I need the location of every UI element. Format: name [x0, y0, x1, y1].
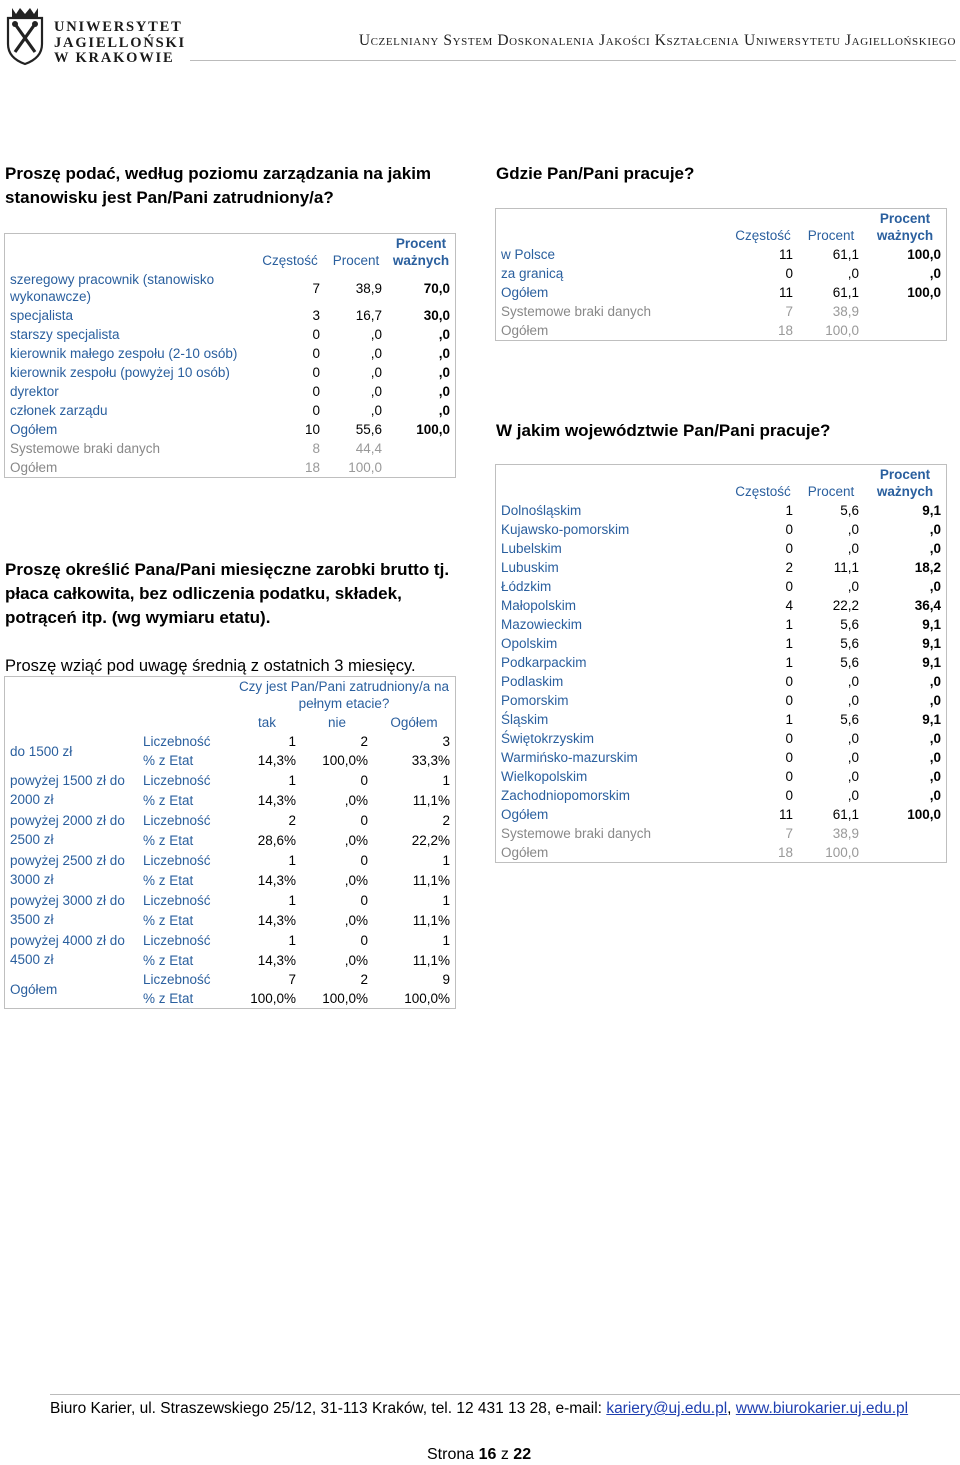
table-row: Systemowe braki danych 7 38,9 [501, 826, 859, 841]
cell: 2 [785, 560, 793, 575]
cell: 0 [360, 812, 368, 828]
row-label: Ogółem [501, 807, 549, 822]
cell: 1 [442, 932, 450, 948]
cell: 1 [785, 636, 793, 651]
row-label: Wielkopolskim [501, 769, 588, 784]
row-label: powyżej 2500 zł do 3000 zł [10, 853, 125, 887]
table-row: Ogółem 18 100,0 [501, 323, 859, 338]
row-label: do 1500 zł [10, 743, 73, 759]
q2-subheading: Proszę wziąć pod uwagę średnią z ostatnich 3 miesięcy. [5, 657, 416, 675]
stat-label: Liczebność [143, 812, 211, 828]
cell: 11,1 [833, 560, 859, 575]
cell: 5,6 [840, 503, 859, 518]
cell: 1 [785, 617, 793, 632]
q4-heading: W jakim województwie Pan/Pani pracuje? [496, 421, 831, 440]
cell: ,0 [847, 541, 859, 556]
row-label: Zachodniopomorskim [501, 788, 631, 803]
table-row [496, 748, 946, 767]
table-row: Systemowe braki danych 8 44,4 [10, 441, 382, 456]
cell: ,0 [929, 522, 941, 537]
header-divider [190, 60, 956, 61]
q3-heading: Gdzie Pan/Pani pracuje? [496, 164, 695, 183]
table-row [496, 577, 946, 596]
cell: 100,0% [250, 991, 296, 1006]
cell: 9,1 [922, 655, 941, 670]
cell: 1 [442, 852, 450, 868]
stat-label: Liczebność [143, 734, 211, 749]
row-label: Świętokrzyskim [501, 731, 595, 746]
cell: 5,6 [840, 712, 859, 727]
q3-table [496, 209, 946, 340]
col-header: Ogółem [390, 715, 438, 730]
table-row: dyrektor 0 ,0 ,0 [10, 384, 450, 399]
cell: 1 [442, 892, 450, 908]
row-label: Kujawsko-pomorskim [501, 522, 630, 537]
cell: 0 [785, 750, 793, 765]
col-header: Częstość [735, 484, 791, 499]
cell: ,0 [929, 674, 941, 689]
cell: 18,2 [914, 560, 941, 575]
table-row: kierownik małego zespołu (2-10 osób) 0 ,0 ,0 [10, 346, 450, 361]
stat-label: % z Etat [143, 991, 194, 1006]
row-label: Śląskim [501, 712, 549, 727]
table-row: za granicą 0 ,0 ,0 [501, 266, 941, 281]
table-row [5, 770, 455, 790]
cell: 100,0% [322, 753, 368, 768]
cell: 5,6 [840, 636, 859, 651]
cell: 5,6 [840, 617, 859, 632]
cell: ,0 [929, 579, 941, 594]
cell: 0 [785, 674, 793, 689]
cell: 11 [778, 807, 793, 822]
col-header: Procent ważnych [392, 236, 450, 268]
cell: 2 [442, 812, 450, 828]
row-label: powyżej 2000 zł do 2500 zł [10, 813, 125, 847]
row-label: Pomorskim [501, 693, 569, 708]
table-row: członek zarządu 0 ,0 ,0 [10, 403, 450, 418]
cell: 0 [360, 932, 368, 948]
university-logo [4, 4, 186, 66]
q2-crosstable [5, 677, 455, 1008]
cell: 14,3% [257, 912, 296, 928]
table-row [5, 930, 455, 950]
row-label: Ogółem [10, 981, 58, 997]
table-row [496, 558, 946, 577]
cell: 11,1% [412, 872, 450, 888]
table-row [496, 672, 946, 691]
cell: 0 [360, 892, 368, 908]
stat-label: % z Etat [143, 952, 194, 968]
crest-icon [4, 4, 46, 66]
table-row [496, 501, 946, 520]
table-row [496, 691, 946, 710]
table-row [5, 810, 455, 830]
table-row: szeregowy pracownik (stanowisko wykonawcze) 7 38,9 70,0 [10, 272, 450, 304]
cell: 22,2 [832, 598, 859, 613]
table-row [496, 805, 946, 824]
cell: ,0 [847, 579, 859, 594]
cell: 61,1 [832, 807, 859, 822]
table-row [496, 520, 946, 539]
row-label: powyżej 3000 zł do 3500 zł [10, 893, 125, 927]
q2-heading: Proszę określić Pana/Pani miesięczne zarobki brutto tj. płaca całkowita, bez odliczenia podatku, składek, potrąceń itp. (wg wymiaru etatu). [5, 560, 450, 627]
col-header: Procent [807, 484, 855, 499]
stat-label: % z Etat [143, 753, 194, 768]
cell: 36,4 [914, 598, 941, 613]
cell: 9,1 [922, 712, 941, 727]
cell: ,0% [344, 912, 368, 928]
table-row [496, 710, 946, 729]
cell: 14,3% [257, 753, 296, 768]
col-header: tak [257, 715, 276, 730]
row-label: powyżej 1500 zł do 2000 zł [10, 773, 125, 807]
footer-divider [50, 1394, 960, 1395]
stat-label: % z Etat [143, 792, 194, 808]
cell: 28,6% [257, 832, 296, 848]
cell: ,0 [847, 750, 859, 765]
cell: ,0 [847, 788, 859, 803]
cell: ,0 [929, 750, 941, 765]
page-number: Strona 16 z 22 [427, 1446, 532, 1463]
logo-line: UNIWERSYTET [54, 19, 183, 35]
q4-table [496, 465, 946, 862]
table-row: Ogółem 18 100,0 [501, 845, 859, 860]
col-header: Częstość [262, 253, 318, 268]
cell: 100,0% [322, 991, 368, 1006]
table-row [496, 615, 946, 634]
email-link[interactable]: kariery@uj.edu.pl [606, 1400, 728, 1417]
cell: ,0 [929, 788, 941, 803]
row-label: Opolskim [501, 636, 558, 651]
table-row [496, 767, 946, 786]
col-header: Procent [807, 228, 855, 243]
cell: 1 [288, 932, 296, 948]
cell: ,0 [929, 769, 941, 784]
cell: 9 [442, 972, 450, 987]
cell: 11,1% [412, 792, 450, 808]
table-row [5, 890, 455, 910]
col-header: Procent [332, 253, 380, 268]
group-header: Czy jest Pan/Pani zatrudniony/a na pełnym etacie? [238, 679, 450, 711]
cell: 100,0 [907, 807, 941, 822]
cell: 4 [785, 598, 793, 613]
cell: 9,1 [922, 636, 941, 651]
q1-heading: Proszę podać, według poziomu zarządzania na jakim stanowisku jest Pan/Pani zatrudniony/a? [5, 164, 432, 207]
cell: 0 [360, 852, 368, 868]
cell: 1 [785, 655, 793, 670]
cell: ,0% [344, 952, 368, 968]
table-row: w Polsce 11 61,1 100,0 [501, 247, 941, 262]
cell: 1 [785, 503, 793, 518]
table-row [5, 970, 455, 989]
cell: 5,6 [840, 655, 859, 670]
cell: 0 [785, 788, 793, 803]
cell: 1 [785, 712, 793, 727]
cell: ,0 [929, 693, 941, 708]
cell: 9,1 [922, 503, 941, 518]
cell: 1 [288, 734, 296, 749]
cell: 7 [288, 972, 296, 987]
row-label: Mazowieckim [501, 617, 583, 632]
cell: 2 [288, 812, 296, 828]
table-row [496, 596, 946, 615]
cell: 9,1 [922, 617, 941, 632]
q1-table [5, 234, 455, 477]
stat-label: % z Etat [143, 832, 194, 848]
cell: 2 [360, 972, 368, 987]
table-row [496, 539, 946, 558]
cell: 14,3% [257, 952, 296, 968]
table-row: specjalista 3 16,7 30,0 [10, 308, 450, 323]
footer [50, 1400, 908, 1418]
stat-label: % z Etat [143, 872, 194, 888]
cell: 1 [288, 892, 296, 908]
table-row: kierownik zespołu (powyżej 10 osób) 0 ,0 ,0 [10, 365, 450, 380]
cell: ,0 [929, 541, 941, 556]
logo-line: JAGIELLOŃSKI [54, 34, 186, 51]
footer-text: Biuro Karier, ul. Straszewskiego 25/12, 31-113 Kraków, tel. 12 431 13 28, e-mail: [50, 1400, 607, 1417]
table-row [496, 729, 946, 748]
row-label: Lubuskim [501, 560, 559, 575]
cell: 22,2% [411, 832, 450, 848]
row-label: powyżej 4000 zł do 4500 zł [10, 933, 125, 967]
col-header: Częstość [735, 228, 791, 243]
cell: 0 [785, 731, 793, 746]
table-row: Systemowe braki danych 7 38,9 [501, 304, 859, 319]
col-header: Procent ważnych [876, 467, 934, 499]
logo-line: W KRAKOWIE [54, 50, 175, 66]
stat-label: Liczebność [143, 972, 211, 987]
cell: 14,3% [257, 872, 296, 888]
cell: ,0% [344, 872, 368, 888]
cell: 0 [785, 522, 793, 537]
row-label: Łódzkim [501, 579, 552, 594]
table-row: Ogółem 11 61,1 100,0 [501, 285, 941, 300]
cell: 0 [785, 693, 793, 708]
stat-label: Liczebność [143, 772, 211, 788]
cell: 33,3% [411, 753, 450, 768]
stat-label: Liczebność [143, 892, 211, 908]
cell: 1 [288, 772, 296, 788]
cell: 2 [360, 734, 368, 749]
cell: 100,0% [404, 991, 450, 1006]
stat-label: % z Etat [143, 912, 194, 928]
table-row [496, 634, 946, 653]
row-label: Małopolskim [501, 598, 577, 613]
row-label: Lubelskim [501, 541, 562, 556]
cell: 11,1% [412, 952, 450, 968]
cell: 1 [288, 852, 296, 868]
cell: 0 [785, 541, 793, 556]
table-row: starszy specjalista 0 ,0 ,0 [10, 327, 450, 342]
row-label: Podlaskim [501, 674, 564, 689]
stat-label: Liczebność [143, 852, 211, 868]
header-title: Uczelniany System Doskonalenia Jakości Kształcenia Uniwersytetu Jagiellońskiego [358, 32, 956, 49]
table-row: Ogółem 18 100,0 [10, 460, 382, 475]
table-row [496, 786, 946, 805]
cell: 11,1% [412, 912, 450, 928]
table-row [5, 732, 455, 751]
website-link[interactable]: www.biurokarier.uj.edu.pl [735, 1400, 909, 1417]
cell: 0 [785, 769, 793, 784]
cell: ,0 [929, 731, 941, 746]
row-label: Dolnośląskim [501, 503, 582, 518]
col-header: nie [327, 715, 346, 730]
cell: 3 [442, 734, 450, 749]
table-row [496, 653, 946, 672]
cell: ,0 [847, 731, 859, 746]
cell: ,0 [847, 674, 859, 689]
cell: ,0 [847, 769, 859, 784]
cell: 0 [360, 772, 368, 788]
cell: ,0% [344, 792, 368, 808]
cell: 14,3% [257, 792, 296, 808]
footer-sep: , [727, 1400, 736, 1417]
cell: ,0% [344, 832, 368, 848]
cell: 0 [785, 579, 793, 594]
row-label: Podkarpackim [501, 655, 587, 670]
cell: ,0 [847, 693, 859, 708]
stat-label: Liczebność [143, 932, 211, 948]
col-header: Procent ważnych [876, 211, 934, 243]
table-row: Ogółem 10 55,6 100,0 [10, 422, 450, 437]
row-label: Warmińsko-mazurskim [501, 750, 638, 765]
table-row [5, 850, 455, 870]
cell: ,0 [847, 522, 859, 537]
cell: 1 [442, 772, 450, 788]
